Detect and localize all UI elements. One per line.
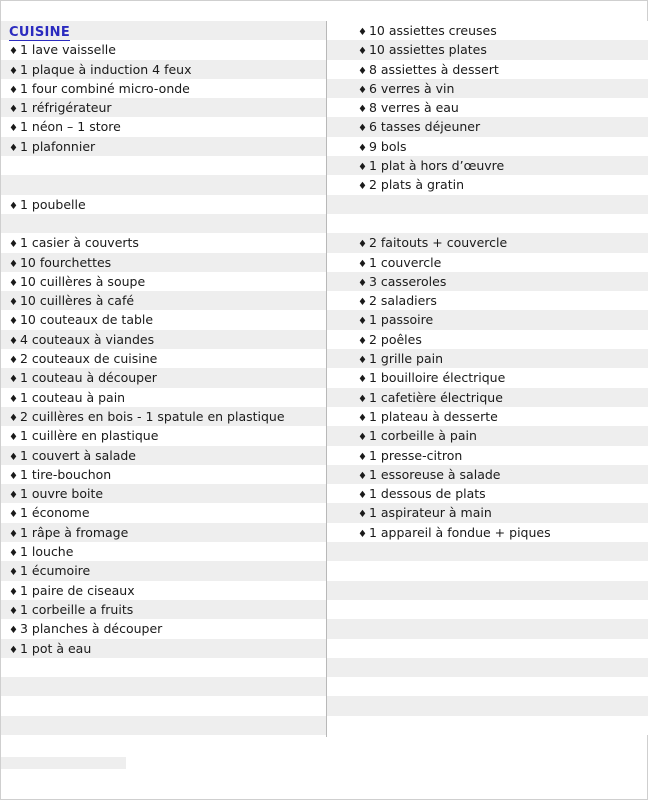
bullet-icon: ♦	[9, 335, 18, 347]
list-item	[326, 658, 648, 677]
bullet-icon: ♦	[9, 65, 18, 77]
list-item	[1, 214, 326, 233]
list-item-label: 1 plaque à induction 4 feux	[19, 61, 192, 77]
bullet-icon: ♦	[9, 84, 18, 96]
inventory-columns	[1, 21, 648, 754]
list-item	[1, 503, 326, 522]
list-item	[1, 79, 326, 98]
list-item	[1, 175, 326, 194]
bullet-icon: ♦	[9, 605, 18, 617]
list-item-label: 1 aspirateur à main	[368, 505, 492, 521]
list-item	[1, 388, 326, 407]
list-item-label: 6 verres à vin	[368, 80, 455, 96]
list-item	[326, 561, 648, 580]
bullet-icon: ♦	[9, 548, 18, 560]
bullet-icon: ♦	[9, 509, 18, 521]
list-item-label: 10 assiettes plates	[368, 42, 487, 58]
list-item	[1, 233, 326, 252]
list-item	[1, 368, 326, 387]
bullet-icon: ♦	[9, 200, 18, 212]
list-item	[1, 426, 326, 445]
bullet-icon: ♦	[358, 509, 367, 521]
list-item	[326, 677, 648, 696]
bullet-icon: ♦	[358, 297, 367, 309]
list-item-label: 1 casier à couverts	[19, 235, 139, 251]
bullet-icon: ♦	[9, 432, 18, 444]
bullet-icon: ♦	[358, 451, 367, 463]
list-item	[1, 272, 326, 291]
bullet-icon: ♦	[358, 355, 367, 367]
bullet-icon: ♦	[358, 432, 367, 444]
bullet-icon: ♦	[9, 567, 18, 579]
list-item-label: 1 passoire	[368, 312, 434, 328]
list-item-label: 1 réfrigérateur	[19, 100, 112, 116]
list-item	[326, 21, 648, 40]
bullet-icon: ♦	[358, 142, 367, 154]
bullet-icon: ♦	[358, 65, 367, 77]
list-item-label: 1 couteau à découper	[19, 370, 157, 386]
list-item-label: 10 cuillères à café	[19, 293, 135, 309]
list-item	[1, 639, 326, 658]
bullet-icon: ♦	[358, 258, 367, 270]
list-item-label: 8 verres à eau	[368, 100, 459, 116]
list-item-label: 4 couteaux à viandes	[19, 331, 155, 347]
bullet-icon: ♦	[9, 528, 18, 540]
list-item	[326, 446, 648, 465]
list-item	[1, 349, 326, 368]
list-item-label: 3 casseroles	[368, 273, 447, 289]
list-item	[1, 60, 326, 79]
list-item	[326, 233, 648, 252]
bullet-icon: ♦	[358, 84, 367, 96]
list-item	[326, 60, 648, 79]
list-item	[326, 272, 648, 291]
list-item	[326, 388, 648, 407]
bullet-icon: ♦	[358, 104, 367, 116]
list-item	[326, 503, 648, 522]
list-item-label: 1 plat à hors d’œuvre	[368, 158, 505, 174]
list-item	[326, 156, 648, 175]
bullet-icon: ♦	[9, 625, 18, 637]
list-item-label: 1 écumoire	[19, 563, 91, 579]
list-item-label: 1 corbeille à pain	[368, 428, 477, 444]
list-item	[326, 581, 648, 600]
list-item-label: 1 appareil à fondue + piques	[368, 524, 551, 540]
list-item	[1, 696, 326, 715]
list-item	[1, 484, 326, 503]
list-item-label: 2 saladiers	[368, 293, 437, 309]
bullet-icon: ♦	[9, 644, 18, 656]
list-item-label: 1 râpe à fromage	[19, 524, 129, 540]
list-item-label: 1 néon – 1 store	[19, 119, 121, 135]
list-item-label: 1 couvert à salade	[19, 447, 137, 463]
list-item	[326, 330, 648, 349]
bullet-icon: ♦	[358, 27, 367, 38]
list-item	[1, 600, 326, 619]
list-item	[1, 542, 326, 561]
list-item	[326, 291, 648, 310]
bullet-icon: ♦	[9, 239, 18, 251]
list-item	[326, 40, 648, 59]
list-item-label: 1 plafonnier	[19, 138, 96, 154]
bullet-icon: ♦	[358, 412, 367, 424]
bullet-icon: ♦	[9, 451, 18, 463]
list-item-label: 3 planches à découper	[19, 621, 163, 637]
bullet-icon: ♦	[358, 239, 367, 251]
bullet-icon: ♦	[358, 490, 367, 502]
list-item	[1, 195, 326, 214]
bullet-icon: ♦	[358, 374, 367, 386]
bullet-icon: ♦	[358, 335, 367, 347]
list-item-label: 1 économe	[19, 505, 90, 521]
list-item	[326, 523, 648, 542]
list-item	[326, 368, 648, 387]
list-item	[1, 117, 326, 136]
bullet-icon: ♦	[9, 277, 18, 289]
list-item-label: 1 couvercle	[368, 254, 442, 270]
bullet-icon: ♦	[358, 46, 367, 58]
list-item	[326, 253, 648, 272]
bullet-icon: ♦	[358, 277, 367, 289]
list-item	[1, 561, 326, 580]
bullet-icon: ♦	[358, 123, 367, 135]
list-item-label: 1 essoreuse à salade	[368, 466, 501, 482]
list-item-label: 1 paire de ciseaux	[19, 582, 135, 598]
list-item-label: 2 cuillères en bois - 1 spatule en plastique	[19, 408, 285, 424]
list-item	[1, 98, 326, 117]
list-item-label: 2 couteaux de cuisine	[19, 351, 158, 367]
bullet-icon: ♦	[9, 297, 18, 309]
bullet-icon: ♦	[358, 162, 367, 174]
column-divider	[326, 21, 327, 737]
list-item-label: 1 lave vaisselle	[19, 42, 116, 58]
bullet-icon: ♦	[358, 181, 367, 193]
list-item	[1, 658, 326, 677]
list-item	[326, 600, 648, 619]
list-item	[1, 253, 326, 272]
list-item-label: 2 poêles	[368, 331, 422, 347]
list-item-label: 1 poubelle	[19, 196, 86, 212]
bullet-icon: ♦	[9, 142, 18, 154]
left-column	[1, 21, 326, 754]
list-item	[326, 349, 648, 368]
list-item	[326, 407, 648, 426]
list-item-label: 1 four combiné micro-onde	[19, 80, 190, 96]
list-item	[326, 716, 648, 735]
bullet-icon: ♦	[9, 355, 18, 367]
list-item-label: 1 pot à eau	[19, 640, 92, 656]
list-item-label: 1 tire-bouchon	[19, 466, 112, 482]
bullet-icon: ♦	[9, 374, 18, 386]
right-column	[326, 21, 648, 754]
list-item	[1, 137, 326, 156]
list-item-label: 8 assiettes à dessert	[368, 61, 499, 77]
list-item	[1, 330, 326, 349]
list-item	[326, 426, 648, 445]
list-item	[326, 195, 648, 214]
list-item-label: 1 louche	[19, 544, 74, 560]
list-item	[326, 542, 648, 561]
bullet-icon: ♦	[358, 470, 367, 482]
list-item	[1, 291, 326, 310]
list-item-label: 1 cafetière électrique	[368, 389, 503, 405]
list-item-label: 10 couteaux de table	[19, 312, 154, 328]
list-item-label: 10 fourchettes	[19, 254, 112, 270]
list-item-label: 1 corbeille a fruits	[19, 601, 134, 617]
list-item-label: 1 couteau à pain	[19, 389, 126, 405]
list-item	[326, 696, 648, 715]
list-item	[326, 639, 648, 658]
list-item-label: 1 cuillère en plastique	[19, 428, 159, 444]
list-item	[326, 98, 648, 117]
list-item	[326, 465, 648, 484]
list-item	[1, 619, 326, 638]
bullet-icon: ♦	[9, 490, 18, 502]
list-item	[326, 310, 648, 329]
list-item	[326, 137, 648, 156]
list-item	[1, 523, 326, 542]
bullet-icon: ♦	[9, 258, 18, 270]
list-item	[326, 484, 648, 503]
right-column-rows	[326, 21, 648, 735]
bullet-icon: ♦	[9, 412, 18, 424]
footer-shade-block	[1, 757, 126, 769]
list-item	[1, 677, 326, 696]
list-item	[326, 79, 648, 98]
list-item-label: 9 bols	[368, 138, 407, 154]
list-item	[326, 214, 648, 233]
list-item	[1, 716, 326, 735]
bullet-icon: ♦	[9, 316, 18, 328]
bullet-icon: ♦	[9, 586, 18, 598]
list-item	[1, 465, 326, 484]
list-item-label: 1 ouvre boite	[19, 486, 104, 502]
list-item-label: 6 tasses déjeuner	[368, 119, 481, 135]
list-item	[1, 40, 326, 59]
list-item	[1, 446, 326, 465]
list-item-label: 1 plateau à desserte	[368, 408, 498, 424]
list-item	[1, 407, 326, 426]
list-item	[326, 117, 648, 136]
list-item	[326, 619, 648, 638]
bullet-icon: ♦	[9, 393, 18, 405]
left-column-rows	[1, 40, 326, 754]
list-item-label: 10 assiettes creuses	[368, 23, 497, 38]
list-item-label: 2 faitouts + couvercle	[368, 235, 508, 251]
list-item-label: 1 presse-citron	[368, 447, 463, 463]
list-item-label: 1 grille pain	[368, 351, 444, 367]
bullet-icon: ♦	[9, 104, 18, 116]
list-item-label: 10 cuillères à soupe	[19, 273, 146, 289]
list-item-label: 2 plats à gratin	[368, 177, 465, 193]
bullet-icon: ♦	[9, 470, 18, 482]
page-title: CUISINE	[9, 25, 70, 40]
bullet-icon: ♦	[9, 123, 18, 135]
list-item	[1, 581, 326, 600]
bullet-icon: ♦	[358, 393, 367, 405]
section-title-row	[1, 21, 326, 40]
list-item	[1, 156, 326, 175]
bullet-icon: ♦	[9, 46, 18, 58]
list-item	[326, 175, 648, 194]
list-item-label: 1 dessous de plats	[368, 486, 486, 502]
bullet-icon: ♦	[358, 528, 367, 540]
list-item-label: 1 bouilloire électrique	[368, 370, 506, 386]
bullet-icon: ♦	[358, 316, 367, 328]
list-item	[1, 310, 326, 329]
